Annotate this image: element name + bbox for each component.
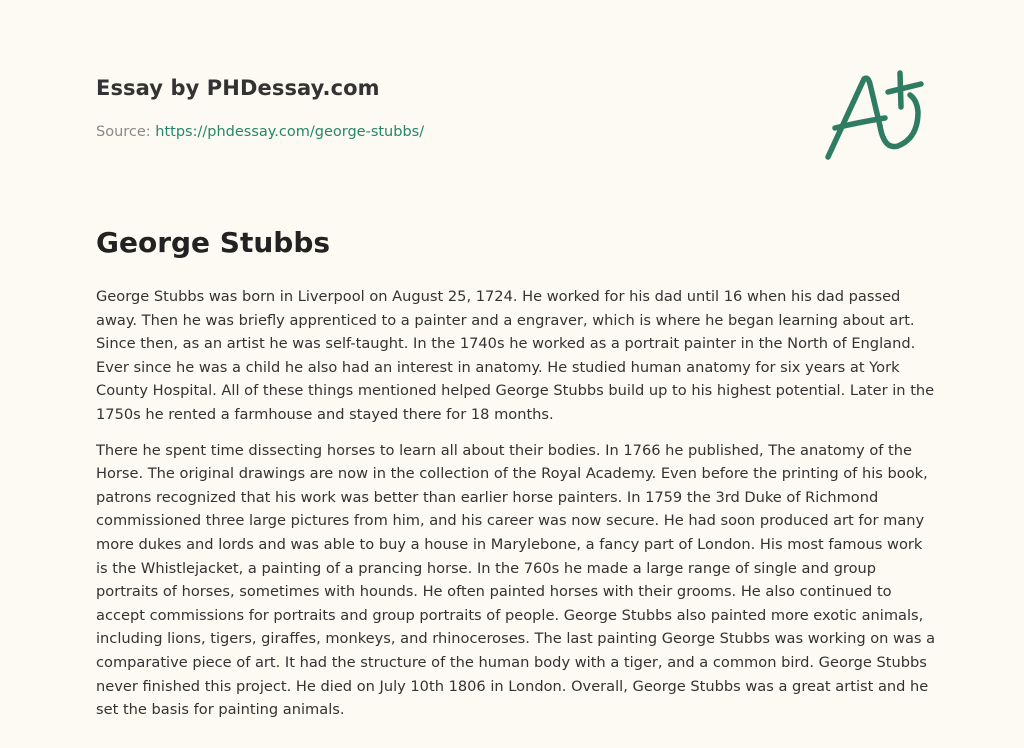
a-plus-logo-icon — [800, 50, 950, 180]
essay-paragraph: There he spent time dissecting horses to learn all about their bodies. In 1766 he published, The anatomy of the Horse. The original drawings are now in the collection of the Royal Academy. Even before the printing of his book, patrons recognized that his work was better than earlier horse painters. In 1759 the 3rd Duke of Richmond commissioned three large pictures from him, and his career was now secure. He had soon produced art for many more dukes and lords and was able to buy a house in Marylebone, a fancy part of London. His most famous work is the Whistlejacket, a painting of a prancing horse. In the 760s he made a large range of single and group portraits of horses, sometimes with hounds. He often painted horses with their grooms. He also continued to accept commissions for portraits and group portraits of people. George Stubbs also painted more exotic animals, including lions, tigers, giraffes, monkeys, and rhinoceroses. The last painting George Stubbs was working on was a comparative piece of art. It had the structure of the human body with a tiger, and a common bird. George Stubbs never finished this project. He died on July 10th 1806 in London. Overall, George Stubbs was a great artist and he set the basis for painting animals. — [96, 441, 936, 719]
essay-body — [96, 285, 936, 734]
site-brand: Essay by PHDessay.com — [96, 76, 380, 100]
essay-paragraph: George Stubbs was born in Liverpool on August 25, 1724. He worked for his dad until 16 when his dad passed away. Then he was briefly apprenticed to a painter and a engraver, which is where he began learning about art. Since then, as an artist he was self-taught. In the 1740s he worked as a portrait painter in the North of England. Ever since he was a child he also had an interest in anatomy. He studied human anatomy for six years at York County Hospital. All of these things mentioned helped George Stubbs build up to his highest potential. Later in the 1750s he rented a farmhouse and stayed there for 18 months. — [96, 288, 935, 423]
source-link[interactable]: https://phdessay.com/george-stubbs/ — [155, 124, 425, 140]
essay-title: George Stubbs — [96, 226, 331, 259]
source-line — [96, 124, 424, 140]
source-label: Source: — [96, 124, 151, 140]
